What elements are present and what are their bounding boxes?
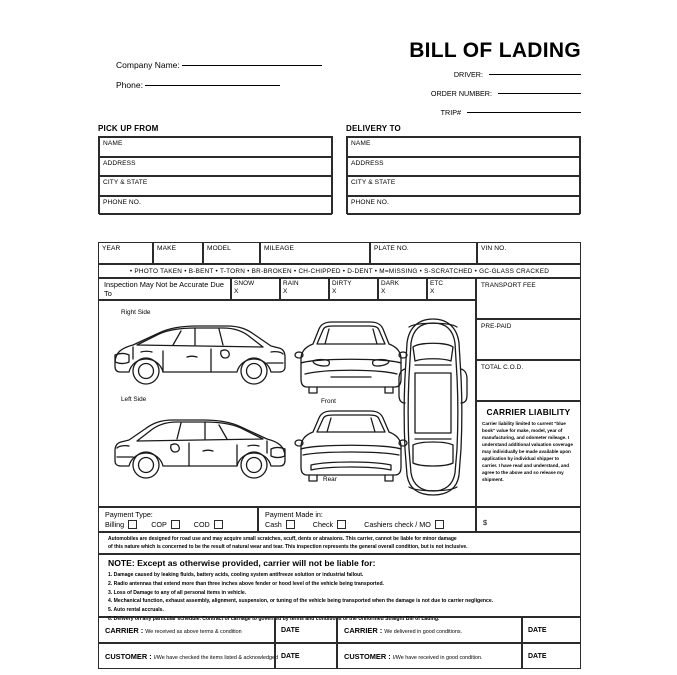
transport-fee-cell[interactable]: [476, 278, 581, 319]
company-name-rule[interactable]: [182, 65, 322, 66]
payment-amount-cell[interactable]: [476, 507, 581, 532]
trip-number-field[interactable]: [441, 108, 581, 117]
vehicle-mileage-label: MILEAGE: [264, 245, 295, 252]
payment-row: [98, 507, 581, 532]
carrier-liability-block: [476, 401, 581, 507]
liability-exclusions-block: [98, 554, 581, 622]
condition-dark-label: DARK: [381, 280, 400, 287]
vehicle-model-cell[interactable]: [203, 242, 260, 264]
condition-snow-label: SNOW: [234, 280, 255, 287]
payment-type-cop-checkbox[interactable]: [171, 520, 180, 529]
diagram-right-side-label: Right Side: [121, 309, 151, 316]
payment-type-cod-label: COD: [193, 520, 210, 529]
customer-origin-signature-cell[interactable]: [98, 643, 278, 669]
delivery-name-label: NAME: [351, 140, 371, 147]
disclaimer-line-2: of this nature which is concerned to be the result of natural wear and tear. This inspection represents the general overall condition, but is not inclusive.: [108, 543, 468, 550]
carrier-liability-title: CARRIER LIABILITY: [486, 407, 571, 417]
note-item: 3. Loss of Damage to any of all personal items in vehicle.: [108, 589, 247, 596]
vehicle-year-cell[interactable]: [98, 242, 153, 264]
pre-paid-cell[interactable]: [476, 319, 581, 360]
condition-etc-mark: X: [430, 288, 435, 295]
payment-made-options: [265, 520, 444, 529]
car-outline-drawings: [99, 301, 477, 508]
charges-column: [476, 278, 581, 507]
payment-type-billing-label: Billing: [105, 520, 125, 529]
carrier-origin-label: [99, 626, 242, 635]
payment-made-cash-checkbox[interactable]: [286, 520, 295, 529]
note-item: 6. Delivery on any particular schedule. Contract of carriage to governed by terms and conditions of the Uniformed Straight Bill of Lading.: [108, 615, 440, 622]
driver-field[interactable]: [454, 70, 581, 79]
customer-destination-date-cell[interactable]: [522, 643, 581, 669]
pickup-address-label: ADDRESS: [103, 159, 136, 167]
carrier-destination-signature-cell[interactable]: [337, 617, 522, 643]
payment-type-label: Payment Type:: [105, 510, 153, 519]
phone-field[interactable]: [116, 80, 280, 90]
note-item: 2. Radio antennas that extend more than three inches above fender or hood level of the vehicle being transported.: [108, 580, 384, 587]
vehicle-plate-label: PLATE NO.: [374, 245, 409, 252]
customer-destination-label-text: CUSTOMER :: [344, 651, 391, 661]
total-cod-label: TOTAL C.O.D.: [481, 364, 524, 371]
damage-codes-legend: [98, 264, 581, 278]
pickup-title: PICK UP FROM: [98, 124, 159, 133]
vehicle-make-cell[interactable]: [153, 242, 203, 264]
customer-origin-date-cell[interactable]: [275, 643, 337, 669]
delivery-name-row[interactable]: [347, 137, 580, 157]
delivery-phone-label: PHONE NO.: [351, 198, 389, 206]
total-cod-cell[interactable]: [476, 360, 581, 401]
pickup-phone-row[interactable]: [99, 196, 332, 216]
payment-made-label: Payment Made in:: [265, 510, 323, 519]
inspection-note-cell: [98, 278, 231, 300]
payment-type-cell: [98, 507, 258, 532]
condition-rain-cell[interactable]: [280, 278, 329, 300]
trip-number-rule[interactable]: [467, 112, 581, 113]
diagram-rear-label: Rear: [323, 476, 337, 483]
customer-signature-row: [98, 643, 581, 669]
customer-destination-note: I/We have received in good condition.: [392, 654, 483, 661]
trip-number-label: TRIP#: [440, 108, 461, 117]
note-item: 1. Damage caused by leaking fluids, battery acids, cooling system antifreeze solution or industrial fallout.: [108, 572, 364, 578]
pickup-name-row[interactable]: [99, 137, 332, 157]
pickup-address-row[interactable]: [99, 157, 332, 177]
condition-rain-label: RAIN: [283, 280, 299, 287]
note-list: [108, 571, 571, 624]
payment-made-cash-label: Cash: [265, 520, 282, 529]
payment-type-billing-checkbox[interactable]: [128, 520, 137, 529]
order-number-field[interactable]: [431, 89, 581, 98]
carrier-origin-label-text: CARRIER :: [105, 625, 144, 635]
payment-made-check-checkbox[interactable]: [337, 520, 346, 529]
carrier-destination-date-label: DATE: [528, 626, 547, 634]
inspection-conditions-row: [98, 278, 476, 300]
transport-fee-label: TRANSPORT FEE: [481, 282, 536, 289]
diagram-front-label: Front: [321, 398, 336, 405]
pickup-name-label: NAME: [103, 140, 123, 147]
carrier-origin-date-label: DATE: [281, 626, 300, 634]
company-name-field[interactable]: [116, 60, 322, 70]
pre-paid-label: PRE-PAID: [481, 323, 512, 330]
payment-type-options: [105, 520, 223, 529]
carrier-signature-row: [98, 617, 581, 643]
vehicle-model-label: MODEL: [207, 245, 231, 252]
carrier-origin-note: We received as above terms & condition: [145, 628, 242, 635]
condition-snow-mark: X: [234, 288, 239, 295]
driver-rule[interactable]: [489, 74, 581, 75]
carrier-destination-label-text: CARRIER :: [344, 625, 383, 635]
note-item: 4. Mechanical function, exhaust assembly, alignment, suspension, or tuning of the vehicle being transported when the damage is not due to carrier negligence.: [108, 598, 494, 605]
carrier-destination-date-cell[interactable]: [522, 617, 581, 643]
carrier-origin-date-cell[interactable]: [275, 617, 337, 643]
delivery-city-row[interactable]: [347, 176, 580, 196]
disclaimer-line-1: Automobiles are designed for road use and may acquire small scratches, scuff, dents or abrasions. This carrier, cannot be liable for minor damage: [108, 536, 457, 542]
pickup-city-row[interactable]: [99, 176, 332, 196]
phone-label: Phone:: [116, 80, 143, 90]
delivery-address-row[interactable]: [347, 157, 580, 177]
wear-and-tear-disclaimer: [98, 532, 581, 554]
vehicle-year-label: YEAR: [102, 245, 121, 252]
payment-made-cashiers-label: Cashiers check / MO: [364, 520, 431, 529]
condition-etc-cell[interactable]: [427, 278, 476, 300]
customer-destination-date-label: DATE: [528, 652, 547, 660]
vehicle-info-row: [98, 242, 581, 264]
delivery-address-label: ADDRESS: [351, 159, 384, 167]
customer-destination-label: [338, 652, 483, 661]
payment-made-check-label: Check: [312, 520, 334, 529]
condition-rain-mark: X: [283, 288, 288, 295]
vehicle-vin-cell[interactable]: [477, 242, 581, 264]
carrier-destination-note: We delivered in good conditions.: [384, 628, 463, 635]
damage-codes-text: • PHOTO TAKEN • B-BENT • T-TORN • BR-BROKEN • CH-CHIPPED • D-DENT • M=MISSING • S-SCRATCHED • GC-GLASS CRACKED: [129, 267, 550, 275]
form-header: [98, 20, 581, 117]
note-item: 5. Auto rental accruals.: [108, 607, 164, 613]
delivery-block: [346, 136, 581, 214]
condition-dirty-cell[interactable]: [329, 278, 378, 300]
pickup-phone-label: PHONE NO.: [103, 198, 141, 206]
delivery-title: DELIVERY TO: [346, 124, 401, 133]
address-section: [98, 124, 581, 214]
diagram-left-side-label: Left Side: [121, 396, 147, 403]
vehicle-plate-cell[interactable]: [370, 242, 477, 264]
driver-label: DRIVER:: [453, 70, 483, 79]
carrier-liability-text: Carrier liability limited to current "blue book" value for make, model, year of manufacturing, and odometer mileage. I understand additional valuation coverage may individually be made available upon application by individual shipper to carrier. I have read and understand, and agree to the above and so release my shipment.: [482, 421, 573, 482]
customer-origin-date-label: DATE: [281, 652, 300, 660]
order-number-rule[interactable]: [498, 93, 581, 94]
inspection-note-text: Inspection May Not be Accurate Due To: [104, 280, 224, 298]
delivery-city-label: CITY & STATE: [351, 179, 396, 186]
payment-type-cod-checkbox[interactable]: [214, 520, 223, 529]
delivery-phone-row[interactable]: [347, 196, 580, 216]
condition-dark-mark: X: [381, 288, 386, 295]
payment-type-cop-label: COP: [151, 520, 167, 529]
payment-amount-symbol: $: [483, 518, 488, 527]
customer-origin-label: [99, 652, 278, 661]
company-name-label: Company Name:: [116, 60, 180, 70]
phone-rule[interactable]: [145, 85, 280, 86]
customer-origin-label-text: CUSTOMER :: [105, 651, 152, 661]
note-title: NOTE: Except as otherwise provided, carrier will not be liable for:: [108, 558, 376, 568]
condition-etc-label: ETC: [430, 280, 444, 287]
bill-of-lading-form: [98, 20, 581, 660]
payment-made-cashiers-checkbox[interactable]: [435, 520, 444, 529]
payment-made-cell: [258, 507, 476, 532]
customer-destination-signature-cell[interactable]: [337, 643, 522, 669]
condition-snow-cell[interactable]: [231, 278, 280, 300]
carrier-origin-signature-cell[interactable]: [98, 617, 275, 643]
vehicle-damage-diagram[interactable]: [98, 300, 476, 507]
condition-dark-cell[interactable]: [378, 278, 427, 300]
vehicle-make-label: MAKE: [157, 245, 177, 252]
order-number-label: ORDER NUMBER:: [430, 89, 492, 98]
customer-origin-note: I/We have checked the items listed & acknowledged: [153, 654, 278, 661]
carrier-destination-label: [338, 626, 462, 635]
pickup-block: [98, 136, 333, 214]
vehicle-mileage-cell[interactable]: [260, 242, 370, 264]
vehicle-vin-label: VIN NO.: [481, 245, 507, 252]
page-title: BILL OF LADING: [409, 39, 581, 62]
condition-dirty-mark: X: [332, 288, 337, 295]
condition-dirty-label: DIRTY: [332, 280, 352, 287]
pickup-city-label: CITY & STATE: [103, 179, 148, 186]
